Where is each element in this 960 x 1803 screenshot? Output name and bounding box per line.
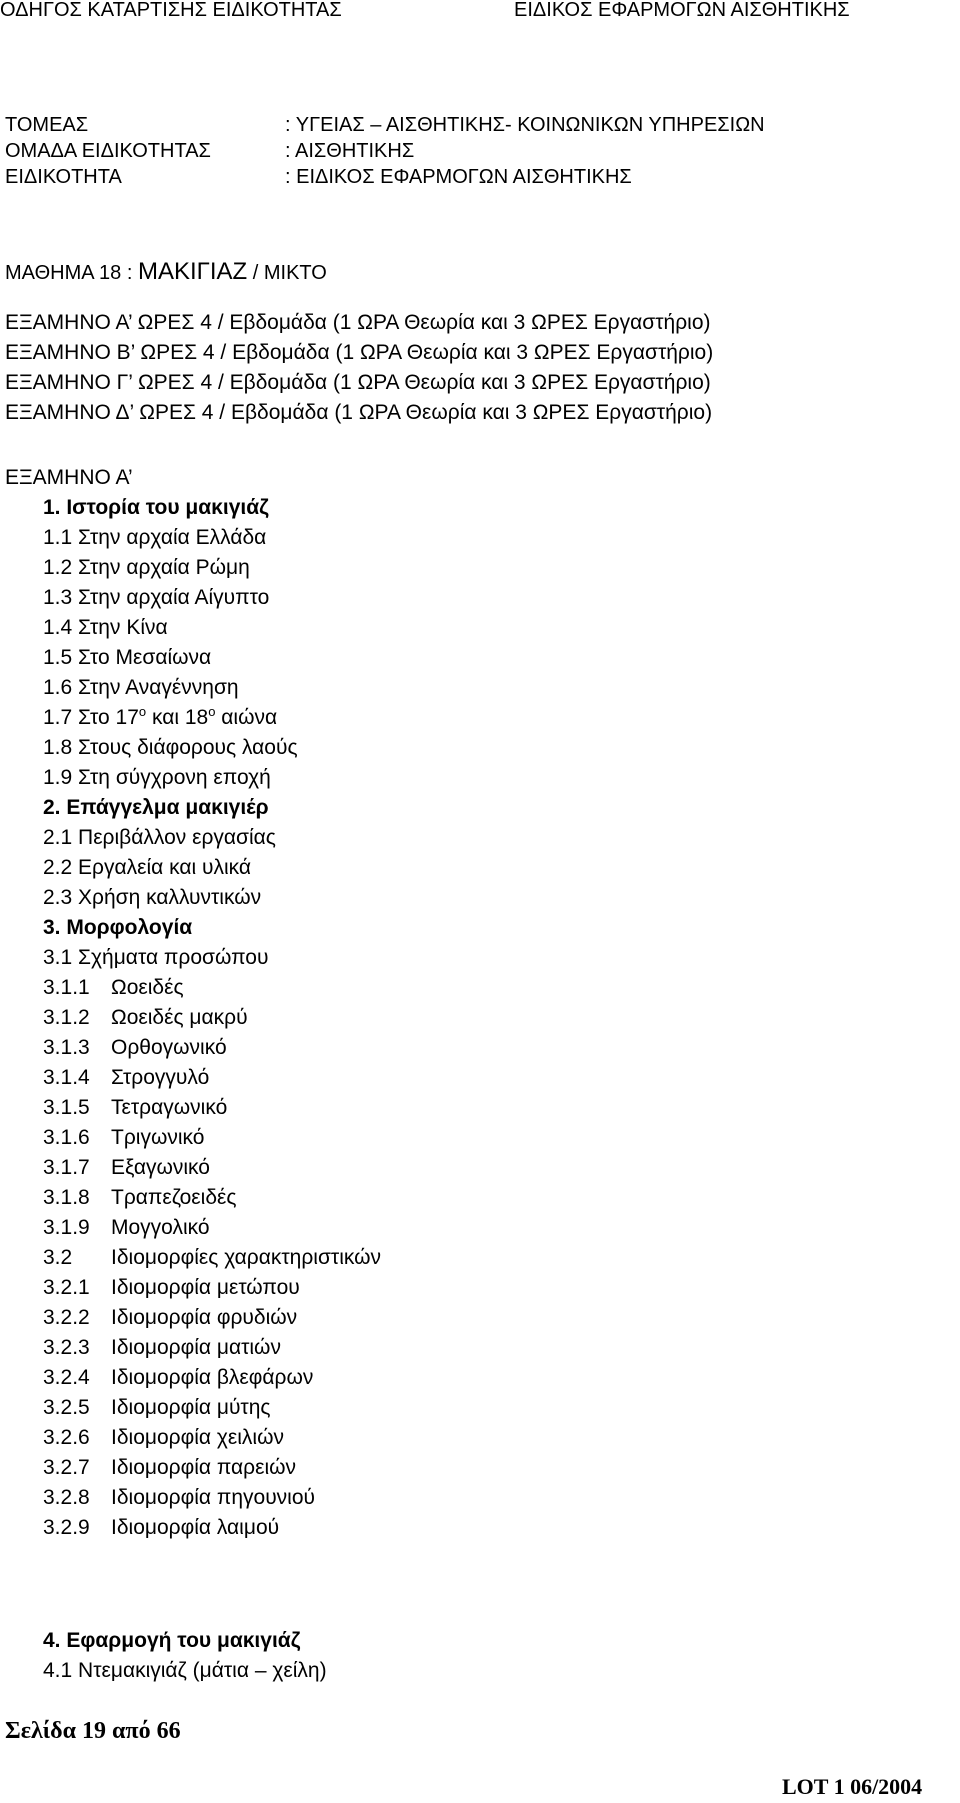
toc-item-number: 3.1.8	[43, 1186, 90, 1209]
toc-item-text: Τραπεζοειδές	[111, 1186, 237, 1209]
toc-item: 3.1 Σχήματα προσώπου	[43, 946, 269, 969]
toc-item-1-7-a: 1.7 Στο 17	[43, 706, 139, 729]
toc-section-1: 1. Ιστορία του μακιγιάζ	[43, 496, 269, 519]
toc-item: 2.3 Χρήση καλλυντικών	[43, 886, 262, 909]
toc-item-text: Ιδιομορφίες χαρακτηριστικών	[111, 1246, 382, 1269]
header-right: ΕΙΔΙΚΟΣ ΕΦΑΡΜΟΓΩΝ ΑΙΣΘΗΤΙΚΗΣ	[514, 0, 850, 21]
toc-item-number: 3.1.7	[43, 1156, 90, 1179]
toc-item	[43, 1006, 248, 1030]
meta-label-group: ΟΜΑΔΑ ΕΙΔΙΚΟΤΗΤΑΣ	[5, 140, 211, 162]
toc-item	[43, 1126, 204, 1150]
toc-item-text: Ιδιομορφία μύτης	[111, 1396, 271, 1419]
toc-item-1-7-sup1: ο	[138, 704, 147, 719]
toc-item-number: 3.2.9	[43, 1516, 90, 1539]
toc-item	[43, 706, 277, 730]
toc-item-number: 3.2.6	[43, 1426, 90, 1449]
toc-item-number: 3.2.7	[43, 1456, 90, 1479]
lot-label: LOT 1 06/2004	[782, 1774, 923, 1799]
toc-item-number: 3.2.1	[43, 1276, 90, 1299]
toc-item-text: Τριγωνικό	[111, 1126, 205, 1149]
toc-section-2: 2. Επάγγελμα μακιγιέρ	[43, 796, 269, 819]
toc-item-text: Ιδιομορφία ματιών	[111, 1336, 281, 1359]
toc-item	[43, 1396, 271, 1420]
toc-item: 4.1 Ντεμακιγιάζ (μάτια – χείλη)	[43, 1659, 327, 1682]
toc-item	[43, 976, 184, 1000]
course-title	[5, 258, 327, 286]
meta-label-specialty: ΕΙΔΙΚΟΤΗΤΑ	[5, 166, 122, 188]
toc-item	[43, 1336, 281, 1360]
course-name: ΜΑΚΙΓΙΑΖ	[137, 258, 248, 285]
toc-item	[43, 1246, 381, 1270]
toc-item: 1.2 Στην αρχαία Ρώμη	[43, 556, 250, 579]
toc-item-text: Ορθογωνικό	[111, 1036, 227, 1059]
toc-item-number: 3.1.4	[43, 1066, 90, 1089]
toc-item-number: 3.1.9	[43, 1216, 90, 1239]
meta-label-sector: ΤΟΜΕΑΣ	[5, 114, 89, 136]
toc-item: 2.1 Περιβάλλον εργασίας	[43, 826, 276, 849]
toc-item-text: Στρογγυλό	[111, 1066, 210, 1089]
toc-item	[43, 1306, 297, 1330]
toc-item-text: Ιδιομορφία βλεφάρων	[111, 1366, 314, 1389]
toc-item	[43, 1216, 210, 1240]
toc-item-number: 3.2.8	[43, 1486, 90, 1509]
toc-item	[43, 1066, 209, 1090]
meta-value-group: : ΑΙΣΘΗΤΙΚΗΣ	[285, 140, 415, 162]
toc-item-number: 3.1.3	[43, 1036, 90, 1059]
toc-item: 1.8 Στους διάφορους λαούς	[43, 736, 298, 759]
toc-item: 1.4 Στην Κίνα	[43, 616, 168, 639]
toc-item-number: 3.2.3	[43, 1336, 90, 1359]
toc-item-text: Μογγολικό	[111, 1216, 210, 1239]
toc-section-3: 3. Μορφολογία	[43, 916, 193, 939]
toc-item-text: Ιδιομορφία φρυδιών	[111, 1306, 298, 1329]
semester-line: ΕΞΑΜΗΝΟ Β’ ΩΡΕΣ 4 / Εβδομάδα (1 ΩΡΑ Θεωρία και 3 ΩΡΕΣ Εργαστήριο)	[5, 341, 714, 364]
semester-line: ΕΞΑΜΗΝΟ Δ’ ΩΡΕΣ 4 / Εβδομάδα (1 ΩΡΑ Θεωρία και 3 ΩΡΕΣ Εργαστήριο)	[5, 401, 713, 424]
meta-value-specialty: : ΕΙΔΙΚΟΣ ΕΦΑΡΜΟΓΩΝ ΑΙΣΘΗΤΙΚΗΣ	[285, 166, 632, 188]
toc-item-number: 3.1.1	[43, 976, 90, 999]
toc-item-text: Τετραγωνικό	[111, 1096, 228, 1119]
toc-item	[43, 1366, 313, 1390]
toc-item-text: Ιδιομορφία πηγουνιού	[111, 1486, 316, 1509]
course-suffix: / ΜΙΚΤΟ	[247, 262, 327, 284]
toc-item: 2.2 Εργαλεία και υλικά	[43, 856, 252, 879]
meta-value-sector: : ΥΓΕΙΑΣ – ΑΙΣΘΗΤΙΚΗΣ- ΚΟΙΝΩΝΙΚΩΝ ΥΠΗΡΕΣΙΩΝ	[285, 114, 765, 136]
toc-item-number: 3.1.5	[43, 1096, 90, 1119]
toc-item	[43, 1426, 284, 1450]
semester-line: ΕΞΑΜΗΝΟ Γ’ ΩΡΕΣ 4 / Εβδομάδα (1 ΩΡΑ Θεωρία και 3 ΩΡΕΣ Εργαστήριο)	[5, 371, 711, 394]
toc-item	[43, 1456, 296, 1480]
toc-item-text: Ωοειδές	[111, 976, 184, 999]
course-prefix: ΜΑΘΗΜΑ 18 :	[5, 262, 138, 284]
toc-item: 1.3 Στην αρχαία Αίγυπτο	[43, 586, 270, 609]
toc-item-text: Ιδιομορφία μετώπου	[111, 1276, 300, 1299]
toc-item	[43, 1516, 279, 1540]
toc-item-number: 3.1.6	[43, 1126, 90, 1149]
toc-item: 1.6 Στην Αναγέννηση	[43, 676, 239, 699]
toc-item	[43, 1186, 237, 1210]
toc-item-number: 3.2.5	[43, 1396, 90, 1419]
toc-item-number: 3.2	[43, 1246, 73, 1269]
toc-item-number: 3.2.4	[43, 1366, 90, 1389]
header-left: ΟΔΗΓΟΣ ΚΑΤΑΡΤΙΣΗΣ ΕΙΔΙΚΟΤΗΤΑΣ	[0, 0, 342, 21]
toc-item	[43, 1156, 210, 1180]
toc-item-text: Ιδιομορφία λαιμού	[111, 1516, 280, 1539]
toc-item	[43, 1036, 227, 1060]
toc-item-1-7-b: και 18	[146, 706, 209, 729]
toc-item-text: Ιδιομορφία χειλιών	[111, 1426, 284, 1449]
page-number: Σελίδα 19 από 66	[5, 1718, 181, 1744]
semester-line: ΕΞΑΜΗΝΟ Α’ ΩΡΕΣ 4 / Εβδομάδα (1 ΩΡΑ Θεωρία και 3 ΩΡΕΣ Εργαστήριο)	[5, 311, 711, 334]
semester-heading: ΕΞΑΜΗΝΟ Α’	[5, 466, 133, 489]
toc-item	[43, 1486, 315, 1510]
toc-item-number: 3.1.2	[43, 1006, 90, 1029]
toc-section-4: 4. Εφαρμογή του μακιγιάζ	[43, 1629, 301, 1652]
toc-item-1-7-c: αιώνα	[215, 706, 278, 729]
toc-item-text: Εξαγωνικό	[111, 1156, 210, 1179]
toc-item-text: Ιδιομορφία παρειών	[111, 1456, 297, 1479]
toc-item-text: Ωοειδές μακρύ	[111, 1006, 248, 1029]
toc-item	[43, 1096, 227, 1120]
toc-item: 1.5 Στο Μεσαίωνα	[43, 646, 212, 669]
toc-item-1-7-sup2: ο	[208, 704, 216, 719]
toc-item-number: 3.2.2	[43, 1306, 90, 1329]
toc-item: 1.9 Στη σύγχρονη εποχή	[43, 766, 271, 789]
toc-item: 1.1 Στην αρχαία Ελλάδα	[43, 526, 267, 549]
toc-item	[43, 1276, 300, 1300]
